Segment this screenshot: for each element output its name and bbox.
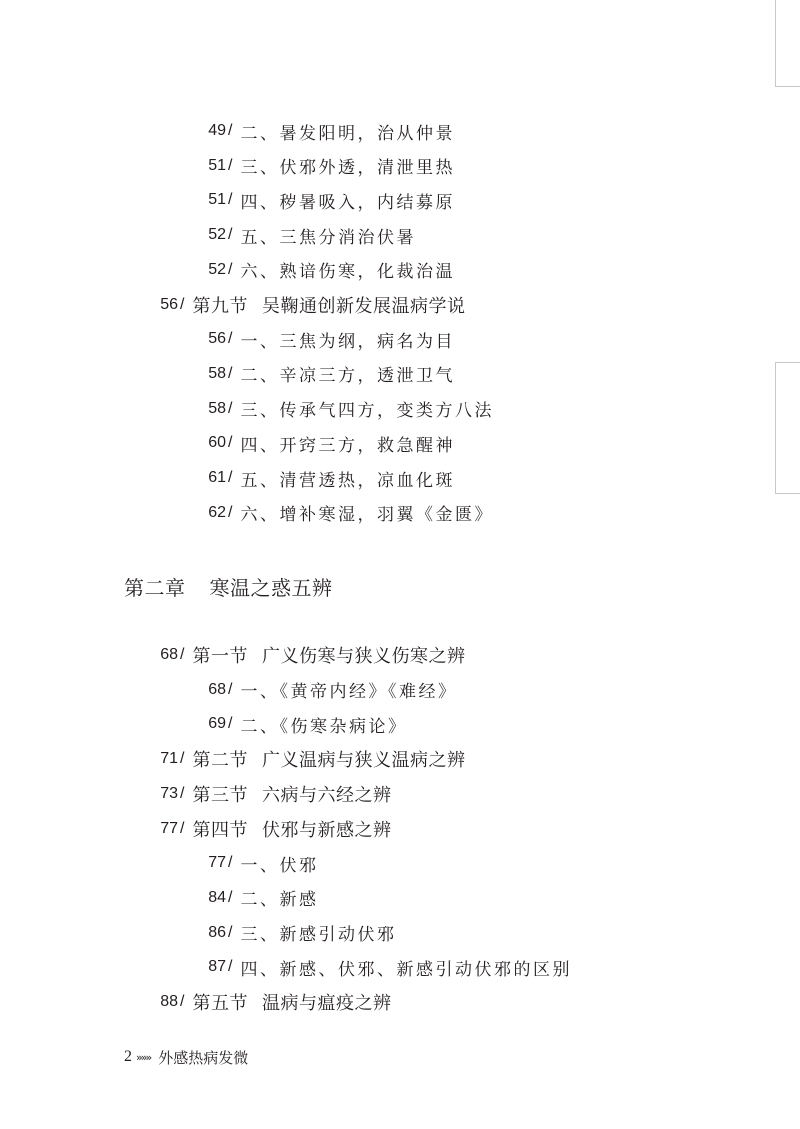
toc-page-number: 51 xyxy=(208,191,226,209)
toc-section-entry xyxy=(0,640,640,670)
toc-section-entry xyxy=(0,987,640,1017)
toc-page-number: 71 xyxy=(160,750,178,768)
toc-page-number: 56 xyxy=(160,295,178,313)
toc-separator: / xyxy=(228,958,233,976)
toc-entry-title: 温病与瘟疫之辨 xyxy=(261,993,392,1014)
toc-section-label: 第三节 xyxy=(192,784,248,806)
footer-page-number: 2 xyxy=(124,1048,132,1065)
toc-page-number: 58 xyxy=(208,399,226,417)
toc-entry-title: 三、新感引动伏邪 xyxy=(240,925,397,946)
toc-entry-title: 广义温病与狭义温病之辨 xyxy=(261,750,466,772)
toc-section-label: 第五节 xyxy=(192,993,248,1014)
toc-subsection-entry xyxy=(0,359,640,389)
toc-entry-title: 五、三焦分消治伏暑 xyxy=(240,227,416,248)
toc-separator: / xyxy=(228,434,233,452)
toc-separator: / xyxy=(228,888,233,906)
toc-separator: / xyxy=(228,364,233,382)
footer-arrows-icon: »»» xyxy=(136,1050,151,1064)
toc-subsection-entry xyxy=(0,498,640,528)
toc-section-label: 第二节 xyxy=(192,750,248,772)
toc-separator: / xyxy=(180,646,185,663)
toc-page-number: 61 xyxy=(208,469,226,486)
toc-separator: / xyxy=(180,819,185,837)
toc-separator: / xyxy=(228,399,233,417)
toc-separator: / xyxy=(228,680,233,698)
toc-section-label: 第四节 xyxy=(192,819,248,841)
toc-page-number: 73 xyxy=(160,784,178,802)
toc-subsection-entry xyxy=(0,185,640,215)
toc-separator: / xyxy=(228,260,233,278)
toc-entry-title: 广义伤寒与狭义伤寒之辨 xyxy=(261,646,466,667)
toc-page-number: 69 xyxy=(208,715,226,733)
toc-entry-title: 三、伏邪外透，清泄里热 xyxy=(240,158,455,179)
toc-separator: / xyxy=(228,156,233,174)
toc-subsection-entry xyxy=(0,116,640,146)
toc-entry-title: 一、三焦为纲，病名为目 xyxy=(240,331,455,352)
toc-subsection-entry xyxy=(0,463,640,493)
toc-page-number: 68 xyxy=(208,680,226,698)
toc-page-number: 52 xyxy=(208,260,226,278)
toc-subsection-entry xyxy=(0,709,640,739)
toc-section-entry xyxy=(0,290,640,320)
toc-page-number: 68 xyxy=(160,646,178,663)
chapter-label: 第二章 xyxy=(124,575,186,600)
toc-separator: / xyxy=(228,191,233,209)
toc-separator: / xyxy=(228,330,233,348)
toc-separator: / xyxy=(228,469,233,486)
toc-subsection-entry xyxy=(0,848,640,878)
toc-subsection-entry xyxy=(0,918,640,948)
toc-page-number: 58 xyxy=(208,364,226,382)
toc-entry-title: 四、新感、伏邪、新感引动伏邪的区别 xyxy=(240,959,572,980)
toc-separator: / xyxy=(180,750,185,768)
toc-page-number: 49 xyxy=(208,122,226,139)
toc-entry-title: 一、《黄帝内经》《难经》 xyxy=(240,682,458,703)
toc-entry-title: 二、《伤寒杂病论》 xyxy=(240,716,408,737)
toc-entry-title: 二、新感 xyxy=(240,890,319,911)
toc-page-number: 56 xyxy=(208,330,226,348)
toc-entry-title: 伏邪与新感之辨 xyxy=(261,819,392,841)
toc-subsection-entry xyxy=(0,675,640,705)
toc-separator: / xyxy=(180,784,185,802)
toc-entry-title: 四、秽暑吸入，内结募原 xyxy=(240,192,455,213)
toc-separator: / xyxy=(228,923,233,941)
toc-page-number: 52 xyxy=(208,226,226,244)
toc-entry-title: 三、传承气四方，变类方八法 xyxy=(240,401,494,422)
toc-section-entry xyxy=(0,779,640,809)
toc-separator: / xyxy=(228,226,233,244)
toc-subsection-entry xyxy=(0,255,640,285)
toc-section-entry xyxy=(0,814,640,844)
toc-separator: / xyxy=(180,993,185,1010)
toc-entry-title: 吴鞠通创新发展温病学说 xyxy=(261,295,466,317)
toc-entry-title: 六、熟谙伤寒，化裁治温 xyxy=(240,262,455,283)
toc-page-number: 62 xyxy=(208,503,226,521)
toc-entry-title: 五、清营透热，凉血化斑 xyxy=(240,470,455,491)
toc-separator: / xyxy=(180,295,185,313)
toc-page-number: 77 xyxy=(160,819,178,837)
toc-entry-title: 二、辛凉三方，透泄卫气 xyxy=(240,366,455,387)
toc-entry-title: 一、伏邪 xyxy=(240,855,319,876)
toc-subsection-entry xyxy=(0,220,640,250)
toc-page-number: 88 xyxy=(160,993,178,1010)
toc-page-number: 84 xyxy=(208,888,226,906)
toc-separator: / xyxy=(228,122,233,139)
toc-page-number: 60 xyxy=(208,434,226,452)
toc-page-number: 87 xyxy=(208,958,226,976)
toc-entry-title: 六、增补寒湿，羽翼《金匮》 xyxy=(240,505,494,526)
toc-entry-title: 六病与六经之辨 xyxy=(261,784,392,806)
page-footer xyxy=(124,1044,248,1070)
toc-section-label: 第一节 xyxy=(192,646,248,667)
toc-section-label: 第九节 xyxy=(192,295,248,317)
toc-page-number: 86 xyxy=(208,923,226,941)
chapter-title: 寒温之惑五辨 xyxy=(209,575,333,600)
toc-subsection-entry xyxy=(0,394,640,424)
toc-separator: / xyxy=(228,854,233,872)
toc-subsection-entry xyxy=(0,883,640,913)
edge-tab-middle xyxy=(775,362,800,494)
chapter-heading xyxy=(124,570,333,602)
toc-subsection-entry xyxy=(0,428,640,458)
toc-separator: / xyxy=(228,503,233,521)
toc-subsection-entry xyxy=(0,324,640,354)
footer-book-title: 外感热病发微 xyxy=(158,1048,249,1067)
toc-entry-title: 四、开窍三方，救急醒神 xyxy=(240,435,455,456)
edge-tab-top xyxy=(775,0,800,87)
toc-entry-title: 二、暑发阳明，治从仲景 xyxy=(240,123,455,144)
toc-page-number: 77 xyxy=(208,854,226,872)
toc-separator: / xyxy=(228,715,233,733)
toc-page-number: 51 xyxy=(208,156,226,174)
toc-section-entry xyxy=(0,744,640,774)
toc-subsection-entry xyxy=(0,151,640,181)
toc-subsection-entry xyxy=(0,952,640,982)
